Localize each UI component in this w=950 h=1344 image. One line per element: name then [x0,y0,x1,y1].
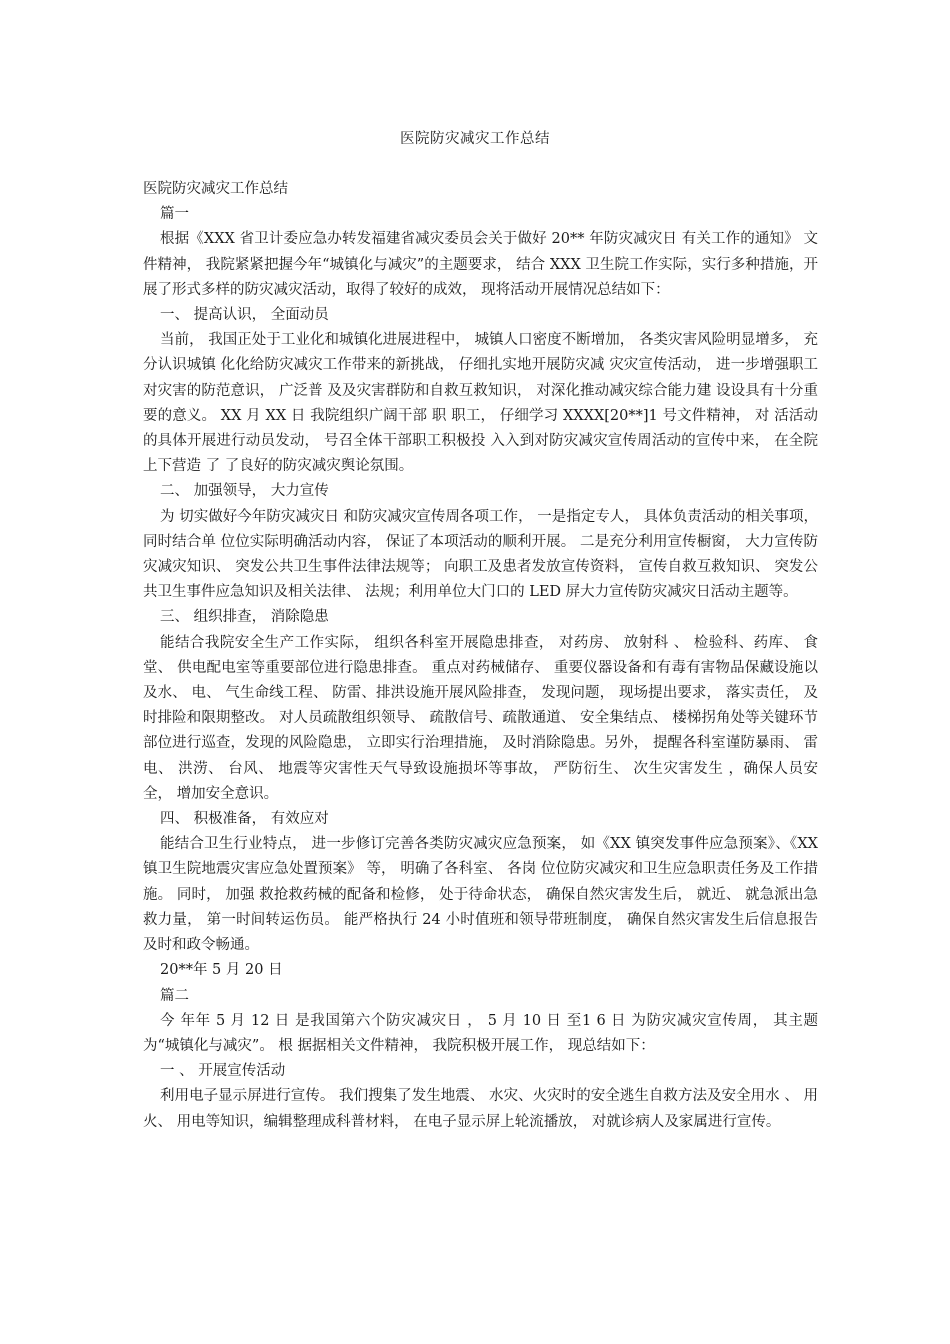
paragraph-part-two-intro: 今 年年 5 月 12 日 是我国第六个防灾减灾日 ， 5 月 10 日 至1 6 日 为防灾减灾宣传周， 其主题为“城镇化与减灾”。 根 据据相关文件精神， 我院积极开展工作， 现总结如下： [143,1012,818,1054]
paragraph-section-2: 为 切实做好今年防灾减灾日 和防灾减灾宣传周各项工作， 一是指定专人， 具体负责活动的相关事项， 同时结合单 位位实际明确活动内容， 保证了本项活动的顺利开展。 二是充分利用宣传橱窗， 大力宣传防灾减灾知识、 突发公共卫生事件法律法规等； 向职工及患者发放宣传资料， 宣传自救互救知识、 突发公共卫生事件应急知识及相关法律、 法规；利用单位大门口的 LED 屏大力宣传防灾减灾日活动主题等。 [143,508,823,601]
section-label-part-one: 篇一 [160,206,189,223]
document-title: 医院防灾减灾工作总结 [400,131,550,147]
paragraph-section-3: 能结合我院安全生产工作实际， 组织各科室开展隐患排查， 对药房、 放射科 、 检验科、药库、 食堂、 供电配电室等重要部位进行隐患排查。 重点对药械储存、 重要仪器设备和有毒有害物品保藏设施以及水、 电、 气生命线工程、 防雷、排洪设施开展风险排查， 发现问题， 现场提出要求， 落实责任， 及时排险和限期整改。 对人员疏散组织领导、 疏散信号、疏散通道、 安全集结点、 楼梯拐角处等关键环节部位进行巡查，发现的风险隐患， 立即实行治理措施， 及时消除隐患。另外， 提醒各科室谨防暴雨、 雷电、 洪涝、 台风、 地震等灾害性天气导致设施损坏等事故， 严防衍生、 次生灾害发生 ，确保人员安全， 增加安全意识。 [143,634,818,802]
section-heading-1: 一、 提高认识， 全面动员 [160,307,329,324]
section-heading-2: 二、 加强领导， 大力宣传 [160,483,329,500]
paragraph-part-two-section-1: 利用电子显示屏进行宣传。 我们搜集了发生地震、 水灾、火灾时的安全逃生自救方法及安全用水 、 用火、 用电等知识，编辑整理成科普材料， 在电子显示屏上轮流播放， 对就诊病人及家属进行宣传。 [143,1088,818,1130]
paragraph-intro: 根据《XXX 省卫计委应急办转发福建省减灾委员会关于做好 20** 年防灾减灾日 有关工作的通知》 文件精神， 我院紧紧把握今年“城镇化与减灾”的主题要求， 结合 XXX 卫生院工作实际，实行多种措施，开展了形式多样的防灾减灾活动，取得了较好的成效， 现将活动开展情况总结如下： [143,231,818,298]
section-label-part-two: 篇二 [160,987,189,1004]
section-heading-part-two-1: 一 、 开展宣传活动 [160,1063,286,1080]
date-line: 20**年 5 月 20 日 [160,962,283,979]
paragraph-section-4: 能结合卫生行业特点， 进一步修订完善各类防灾减灾应急预案， 如《XX 镇突发事件应急预案》、《XX 镇卫生院地震灾害应急处置预案》 等， 明确了各科室、 各岗 位位防灾减灾和卫生应急职责任务及工作措施。 同时， 加强 救抢救药械的配备和检修， 处于待命状态， 确保自然灾害发生后， 就近、 就急派出急救力量， 第一时间转运伤员。 能严格执行 24 小时值班和领导带班制度， 确保自然灾害发生后信息报告及时和政令畅通。 [143,836,823,954]
paragraph-heading: 医院防灾减灾工作总结 [143,181,288,197]
section-heading-3: 三、 组织排查， 消除隐患 [160,609,329,626]
paragraph-section-1: 当前， 我国正处于工业化和城镇化进展进程中， 城镇人口密度不断增加， 各类灾害风险明显增多， 充分认识城镇 化化给防灾减灾工作带来的新挑战， 仔细扎实地开展防灾减 灾灾宣传活动， 进一步增强职工对灾害的防范意识， 广泛普 及及灾害群防和自救互救知识， 对深化推动减灾综合能力建 设设具有十分重要的意义。 XX 月 XX 日 我院组织广阔干部 职 职工， 仔细学习 XXXX[20**]1 号文件精神， 对 活活动的具体开展进行动员发动， 号召全体干部职工积极投 入入到对防灾减灾宣传周活动的宣传中来， 在全院上下营造 了 了良好的防灾减灾舆论氛围。 [143,332,818,475]
document-body [143,177,823,1135]
section-heading-4: 四、 积极准备， 有效应对 [160,811,329,828]
